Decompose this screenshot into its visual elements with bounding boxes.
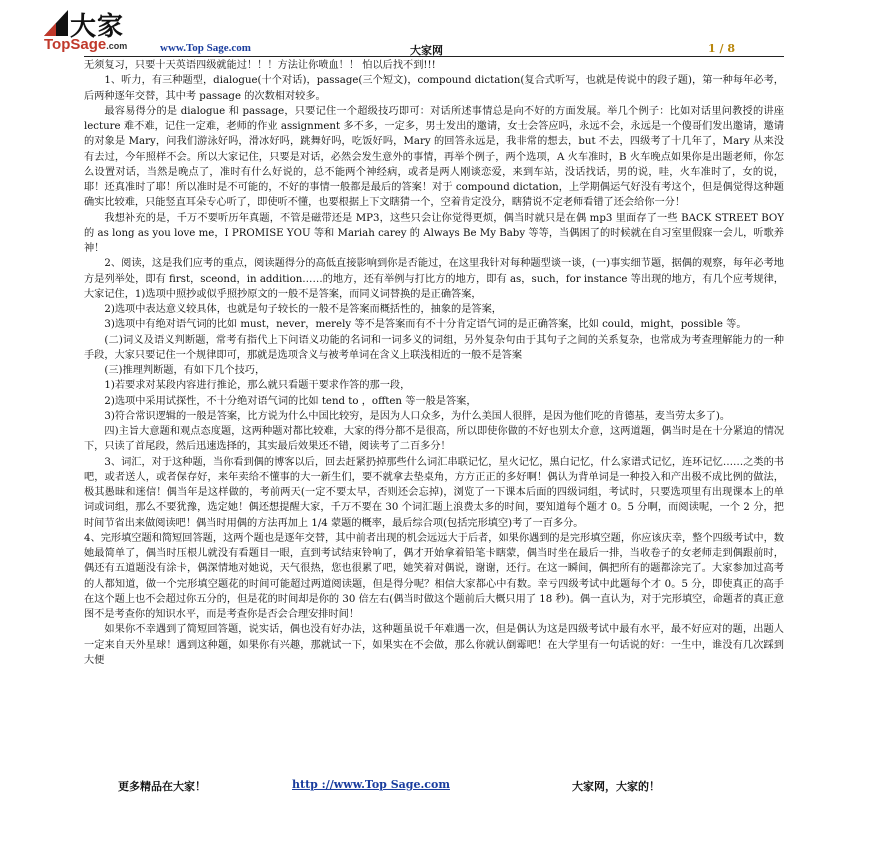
paragraph: (三)推理判断题，有如下几个技巧， xyxy=(104,365,266,376)
paragraph: 1)若要求对某段内容进行推论，那么就只看题干要求作答的那一段， xyxy=(104,380,411,392)
footer-url-link[interactable]: http ://www.Top Sage.com xyxy=(292,778,450,791)
page-number: 1 / 8 xyxy=(708,42,735,55)
header-url-link[interactable]: www.Top Sage.com xyxy=(160,42,251,54)
footer-left-text: 更多精品在大家！ xyxy=(118,780,206,793)
page-footer xyxy=(0,778,870,794)
paragraph: 3)选项中有绝对语气词的比如 must，never，merely 等不是答案而有不十分肯定语气词的是正确答案，比如 could，might，possible 等。 xyxy=(104,319,747,331)
paragraph: (二)词义及语义判断题，常考有指代上下问语义功能的名词和一词多义的词组，另外复杂句由于其句子之间的关系复杂，也常成为考查理解能力的一种手段，大家只要记住一个规律即可，那就是选项含义与被考单词在含义上联浅相近的一般不是答案 xyxy=(84,334,784,361)
paragraph: 2、阅读，这是我们应考的重点，阅读题得分的高低直接影响到你是否能过，在这里我针对每种题型谈一谈，(一)事实细节题，据偶的观察，每年必考地方是列举处，即有 first，sceond，in addition……的地方，还有举例与打比方的地方，即有 as，such，for instance 等出现的地方，有几个应考规律，大家记住，1)选项中照抄或似乎照抄原文的一般不是答案，而同义词替换的是正确答案， xyxy=(84,258,784,300)
header-site-name: 大家网 xyxy=(410,44,443,57)
paragraph: 2)选项中表达意义较具体，也就是句子较长的一般不是答案而概括性的，抽象的是答案， xyxy=(104,304,502,315)
paragraph: 如果你不幸遇到了简短回答题，说实话，偶也没有好办法，这种题虽说千年难遇一次，但是偶认为这是四级考试中最有水平，最不好应对的题，出题人一定来自天外星球！遇到这种题，如果你有兴趣，那就试一下，如果实在不会做，那么你就认倒霉吧！在大学里有一句话说的好：一生中，谁没有几次踩到大便 xyxy=(84,624,784,666)
footer-right-text: 大家网，大家的！ xyxy=(572,780,660,793)
header-divider xyxy=(84,56,784,57)
paragraph: 2)选项中采用试探性，不十分绝对语气词的比如 tend to ，offten 等一般是答案， xyxy=(104,395,477,407)
paragraph: 3、词汇，对于这种题，当你看到偶的博客以后，回去赶紧扔掉那些什么词汇串联记忆，星火记忆，黑白记忆，什么家谱式记忆，连环记忆……之类的书吧，或者送人，或者保存好，来年卖给不懂事的大一新生们，要不就拿去垫桌角，方方正正的多好啊！偶认为背单词是一种投入和产出极不成比例的做法，极其愚昧和迷信！偶当年是这样做的，考前两天(一定不要太早，否则还会忘掉)，浏览了一下课本后面的四级词组，考试时，只要选项里有出现课本上的单词或词组，那么不要犹豫，选定她！偶还想提醒大家，千万不要在 30 个词汇题上浪费太多的时间，要知道每个题才 0。5 分啊，而阅读呢，一个 2 分，把时间节省出来做阅读吧！偶当时用偶的方法再加上 1/4 蒙题的概率，最后综合项(包括完形填空)考了一百多分。 xyxy=(84,456,784,529)
paragraph: 1、听力，有三种题型，dialogue(十个对话)，passage(三个短文)，compound dictation(复合式听写，也就是传说中的段子题)，第一种每年必考，后两种逐年交替，其中考 passage 的次数相对较多。 xyxy=(84,75,784,102)
paragraph: 我想补充的是，千万不要听历年真题，不管是磁带还是 MP3，这些只会让你觉得更烦，偶当时就只是在偶 mp3 里面存了一些 BACK STREET BOY 的 as long as you love me，I PROMISE YOU 等和 Mariah carey 的 Always Be My Baby 等等，当偶困了的时候就在自习室里假寐一会儿，听歌养神！ xyxy=(84,212,784,254)
paragraph: 无须复习，只要十天英语四级就能过！！！方法让你喷血！！ 怕以后找不到!!! xyxy=(84,60,436,71)
paragraph: 最容易得分的是 dialogue 和 passage，只要记住一个超级技巧即可：对话所述事情总是向不好的方面发展。举几个例子：比如对话里问教授的讲座 lecture 难不难，记住一定难，老师的作业 assignment 多不多，一定多，男士发出的邀请，女士会答应吗，永远不会，永远是一个傻哥们发出邀请，邀请的对象是 Mary，问我们游泳好吗，滑冰好吗，跳舞好吗，吃饭好吗，Mary 的回答永远是，我非常的想去，but 不去，四级考了十几年了，Mary 从来没有去过，今年照样不会。所以大家记住，只要是对话，必然会发生意外的事情，再举个例子，两个选项，A 火车准时，B 火车晚点如果你是出题老师，你怎么设置对话，当然是晚点了，准时有什么好说的，总不能两个神经病，或者是两人刚谈恋爱，来到车站，没话找话，男的说，哇，火车准时了，女的说，耶！还真准时了耶！所以准时是不可能的，不好的事情一般都是最后的答案！对于 compound dictation，上学期偶运气好没有考这个，但是偶觉得这种题确实比较难，只能竖直耳朵专心听了，即使听不懂，也要根据上下文瞎猜一个，空着肯定没分，瞎猜说不定老师看错了还会给你一分！ xyxy=(84,105,784,209)
paragraph: 4、完形填空题和简短回答题，这两个题也是逐年交替，其中前者出现的机会远远大于后者，如果你遇到的是完形填空题，你应该庆幸，整个四级考试中，数她最简单了，偶当时压根儿就没有看题目一眼，直到考试结束铃响了，偶才开始拿着铅笔卡瞎蒙，偶当时坐在最后一排，当收卷子的女老师走到偶跟前时，偶还有五道题没有涂卡，偶深情地对她说，天气很热，您也很累了吧，她笑着对偶说，谢谢，还行。在这一瞬间，偶把所有的题都涂完了。大家参加过高考的人都知道，做一个完形填空题花的时间可能超过两道阅读题，但是得分呢？相信大家都心中有数。幸亏四级考试中此题每个才 0。5 分，即使真正的高手在这个题上也不会超过你五分的，但是花的时间却是你的 30 倍左右(偶当时做这个题前后大概只用了 18 秒)。偶一直认为，对于完形填空，命题者的真正意图不是考查你的知识水平，而是考查你是否会合理安排时间！ xyxy=(84,532,784,620)
paragraph: 四)主旨大意题和观点态度题，这两种题对都比较难，大家的得分都不是很高，所以即使你做的不好也别太介意，这两道题，偶当时是在十分紧迫的情况下，只读了首尾段，然后迅速选择的，其实最后效果还不错，阅读考了二百多分！ xyxy=(84,426,784,453)
logo-english-text: TopSage.com xyxy=(44,36,128,53)
logo-chinese-text: 大家 xyxy=(70,12,125,42)
logo-triangle-icon xyxy=(44,10,68,36)
paragraph: 3)符合常识逻辑的一般是答案，比方说为什么中国比较穷，是因为人口众多，为什么美国人很胖，是因为他们吃的肯德基，麦当劳太多了)。 xyxy=(104,410,731,422)
site-logo[interactable] xyxy=(44,6,154,54)
document-body xyxy=(84,58,784,668)
